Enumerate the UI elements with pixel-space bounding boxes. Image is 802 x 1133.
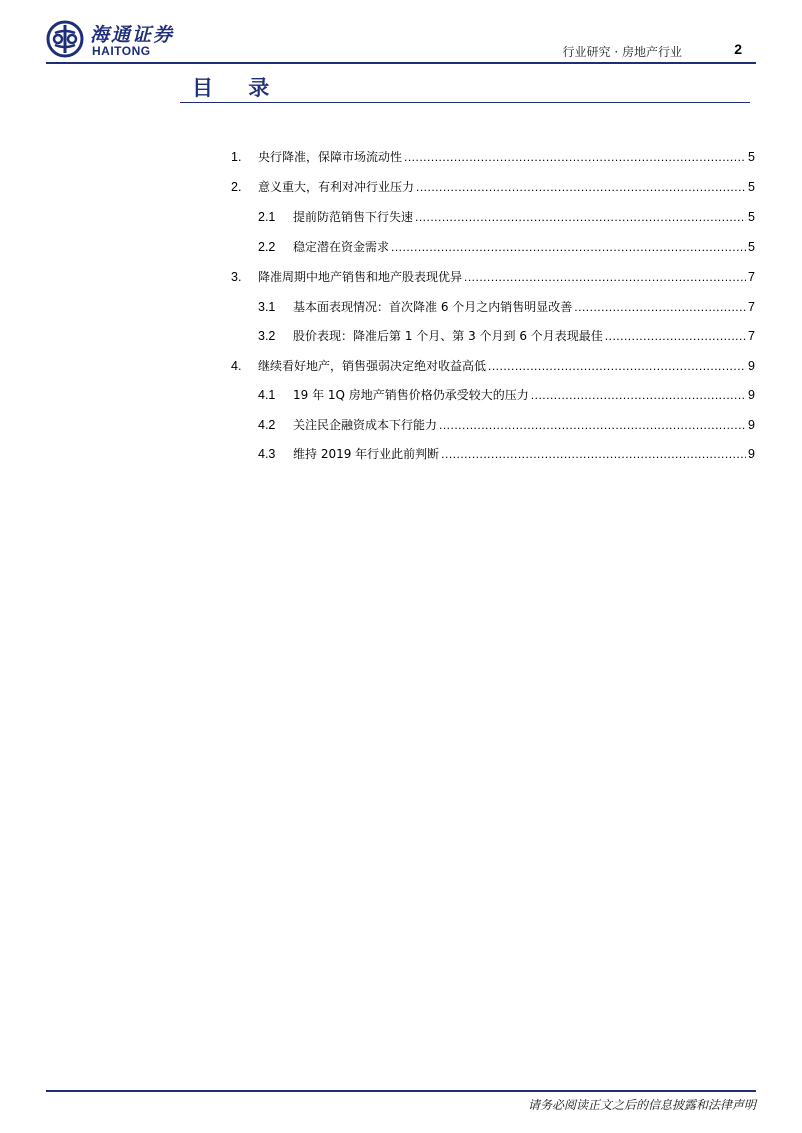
toc-entry-number: 3. — [231, 270, 242, 284]
toc-title-divider — [180, 102, 750, 103]
toc-entry-number: 2.1 — [258, 210, 276, 224]
toc-entry-page: 5 — [748, 210, 755, 224]
toc-dot-leader — [404, 148, 746, 166]
toc-dot-leader — [464, 268, 746, 286]
toc-entry-number: 2.2 — [258, 240, 276, 254]
toc-entry-page: 5 — [748, 150, 755, 164]
toc-entry-page: 9 — [748, 359, 755, 373]
toc-entry[interactable] — [0, 268, 802, 286]
toc-entry[interactable] — [0, 238, 802, 256]
toc-entry-label: 稳定潜在资金需求 — [293, 240, 390, 254]
toc-dot-leader — [439, 416, 746, 434]
toc-entry-label: 继续看好地产，销售强弱决定绝对收益高低 — [258, 359, 487, 373]
toc-entry-page: 5 — [748, 180, 755, 194]
logo-chinese-name: 海通证券 — [90, 24, 175, 46]
toc-entry[interactable] — [0, 416, 802, 434]
toc-dot-leader — [531, 386, 746, 404]
footer-divider — [46, 1090, 756, 1092]
toc-entry-page: 7 — [748, 270, 755, 284]
toc-dot-leader — [441, 445, 746, 463]
toc-dot-leader — [574, 298, 746, 316]
toc-entry-number: 4.3 — [258, 447, 276, 461]
toc-entry-number: 1. — [231, 150, 242, 164]
toc-entry-label: 基本面表现情况：首次降准 6 个月之内销售明显改善 — [293, 300, 573, 314]
toc-entry-number: 3.1 — [258, 300, 276, 314]
legal-disclaimer: 请务必阅读正文之后的信息披露和法律声明 — [527, 1098, 756, 1112]
toc-entry-page: 9 — [748, 418, 755, 432]
toc-entry-number: 4. — [231, 359, 242, 373]
logo-english-name: HAITONG — [92, 44, 151, 58]
toc-entry-label: 央行降准，保障市场流动性 — [258, 150, 403, 164]
toc-entry-number: 4.2 — [258, 418, 276, 432]
toc-entry[interactable] — [0, 445, 802, 463]
header-divider — [46, 62, 756, 64]
toc-entry-number: 2. — [231, 180, 242, 194]
toc-entry-number: 4.1 — [258, 388, 276, 402]
toc-entry-label: 19 年 1Q 房地产销售价格仍承受较大的压力 — [293, 388, 529, 402]
report-category: 行业研究 · 房地产行业 — [562, 45, 682, 59]
toc-dot-leader — [488, 357, 746, 375]
toc-entry-number: 3.2 — [258, 329, 276, 343]
toc-entry-label: 维持 2019 年行业此前判断 — [293, 447, 440, 461]
toc-entry-label: 关注民企融资成本下行能力 — [293, 418, 438, 432]
toc-entry-label: 降准周期中地产销售和地产股表现优异 — [258, 270, 463, 284]
haitong-logo — [46, 18, 186, 62]
toc-entry-page: 7 — [748, 329, 755, 343]
toc-entry[interactable] — [0, 148, 802, 166]
toc-dot-leader — [391, 238, 746, 256]
toc-entry-page: 9 — [748, 388, 755, 402]
toc-entry[interactable] — [0, 178, 802, 196]
toc-entry[interactable] — [0, 327, 802, 345]
toc-entry[interactable] — [0, 386, 802, 404]
toc-entry[interactable] — [0, 298, 802, 316]
toc-entry-label: 意义重大，有利对冲行业压力 — [258, 180, 415, 194]
toc-dot-leader — [605, 327, 746, 345]
toc-title: 目 录 — [192, 76, 284, 100]
toc-entry-label: 股价表现：降准后第 1 个月、第 3 个月到 6 个月表现最佳 — [293, 329, 603, 343]
page-number: 2 — [734, 41, 742, 57]
toc-entry[interactable] — [0, 208, 802, 226]
haitong-emblem-icon — [46, 20, 84, 58]
toc-entry-page: 7 — [748, 300, 755, 314]
toc-entry-label: 提前防范销售下行失速 — [293, 210, 414, 224]
toc-dot-leader — [415, 208, 746, 226]
toc-entry[interactable] — [0, 357, 802, 375]
toc-entry-page: 5 — [748, 240, 755, 254]
toc-entry-page: 9 — [748, 447, 755, 461]
toc-dot-leader — [416, 178, 746, 196]
